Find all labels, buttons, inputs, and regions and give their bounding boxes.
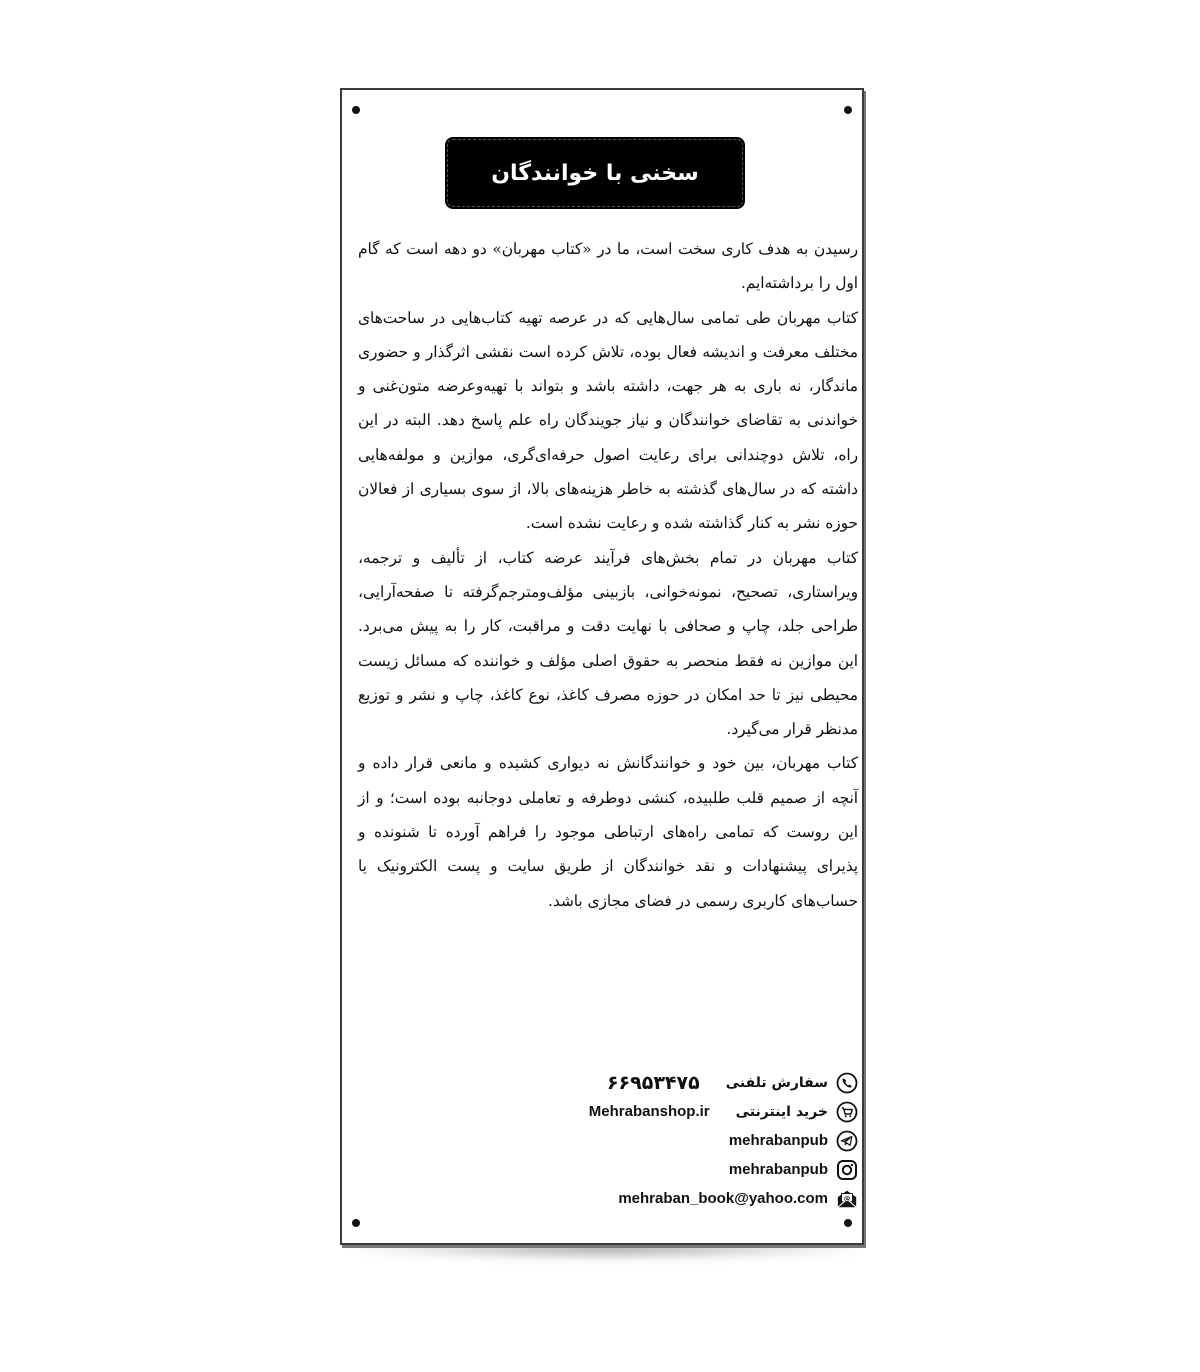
corner-dot	[844, 106, 852, 114]
corner-dot	[352, 1219, 360, 1227]
paragraph: کتاب مهربان طی تمامی سال‌هایی که در عرصه تهیه کتاب‌هایی در ساحت‌های مختلف معرفت و اندیشه فعال بوده، تلاش کرده است نقشی اثرگذار و حضوری ماندگار، نه باری به هر جهت، داشته باشد و بتواند با تهیه‌وعرضه متون‌غنی و خواندنی به تقاضای خوانندگان و نیاز جویندگان راه علم پاسخ دهد. البته در این راه، تلاش دوچندانی برای رعایت اصول حرفه‌ای‌گری، موازین و مولفه‌هایی داشته که در سال‌های گذشته به خاطر هزینه‌های بالا، از سوی بسیاری از فعالان حوزه نشر به کنار گذاشته شده و رعایت نشده است.	[358, 308, 858, 533]
online-shop-label: خرید اینترنتی	[735, 1103, 828, 1120]
page-title: سخنی با خوانندگان	[491, 160, 699, 186]
shopping-cart-icon	[836, 1101, 858, 1123]
instagram-icon	[836, 1159, 858, 1181]
instagram-handle[interactable]: mehrabanpub	[728, 1161, 828, 1178]
email-address[interactable]: mehraban_book@yahoo.com	[618, 1190, 828, 1207]
letter-body	[358, 232, 858, 918]
telegram-icon	[836, 1130, 858, 1152]
corner-dot	[352, 106, 360, 114]
phone-order-label: سفارش تلفنی	[725, 1074, 828, 1091]
corner-dot	[844, 1219, 852, 1227]
telegram-row	[582, 1126, 858, 1155]
phone-number[interactable]: ۶۶۹۵۳۴۷۵	[606, 1071, 700, 1094]
svg-text:@: @	[843, 1193, 851, 1202]
phone-icon	[836, 1072, 858, 1094]
telegram-handle[interactable]: mehrabanpub	[728, 1132, 828, 1149]
title-banner	[445, 137, 745, 209]
envelope-icon	[836, 1188, 858, 1210]
phone-order-row	[582, 1068, 858, 1097]
shop-website-link[interactable]: Mehrabanshop.ir	[588, 1103, 710, 1120]
email-row	[582, 1184, 858, 1213]
info-card	[340, 88, 864, 1245]
paragraph: کتاب مهربان، بین خود و خوانندگانش نه دیواری کشیده و مانعی قرار داده و آنچه از صمیم قلب طلبیده، کنشی دوطرفه و تعاملی دوجانبه بوده است؛ و از این روست که تمامی راه‌های ارتباطی موجود را فراهم آورده تا شنونده و پذیرای پیشنهادات و نقد خوانندگان از طریق سایت و پست الکترونیک یا حساب‌های کاربری رسمی در فضای مجازی باشد.	[358, 754, 858, 910]
paragraph: کتاب مهربان در تمام بخش‌های فرآیند عرضه کتاب، از تألیف و ترجمه، ویراستاری، تصحیح، نمونه‌خوانی، بازبینی مؤلف‌ومترجم‌گرفته تا صفحه‌آرایی، طراحی جلد، چاپ و صحافی با نهایت دقت و مراقبت، کار را به پیش می‌برد. این موازین نه فقط منحصر به حقوق اصلی مؤلف و خواننده که مسائل زیست محیطی نیز تا حد امکان در حوزه مصرف کاغذ، نوع کاغذ، چاپ و نشر و توزیع مدنظر قرار می‌گیرد.	[358, 548, 858, 739]
online-shop-row	[582, 1097, 858, 1126]
instagram-row	[582, 1155, 858, 1184]
paragraph: رسیدن به هدف کاری سخت است، ما در «کتاب مهربان» دو دهه است که گام اول را برداشته‌ایم.	[358, 240, 858, 293]
contact-list	[582, 1068, 858, 1213]
